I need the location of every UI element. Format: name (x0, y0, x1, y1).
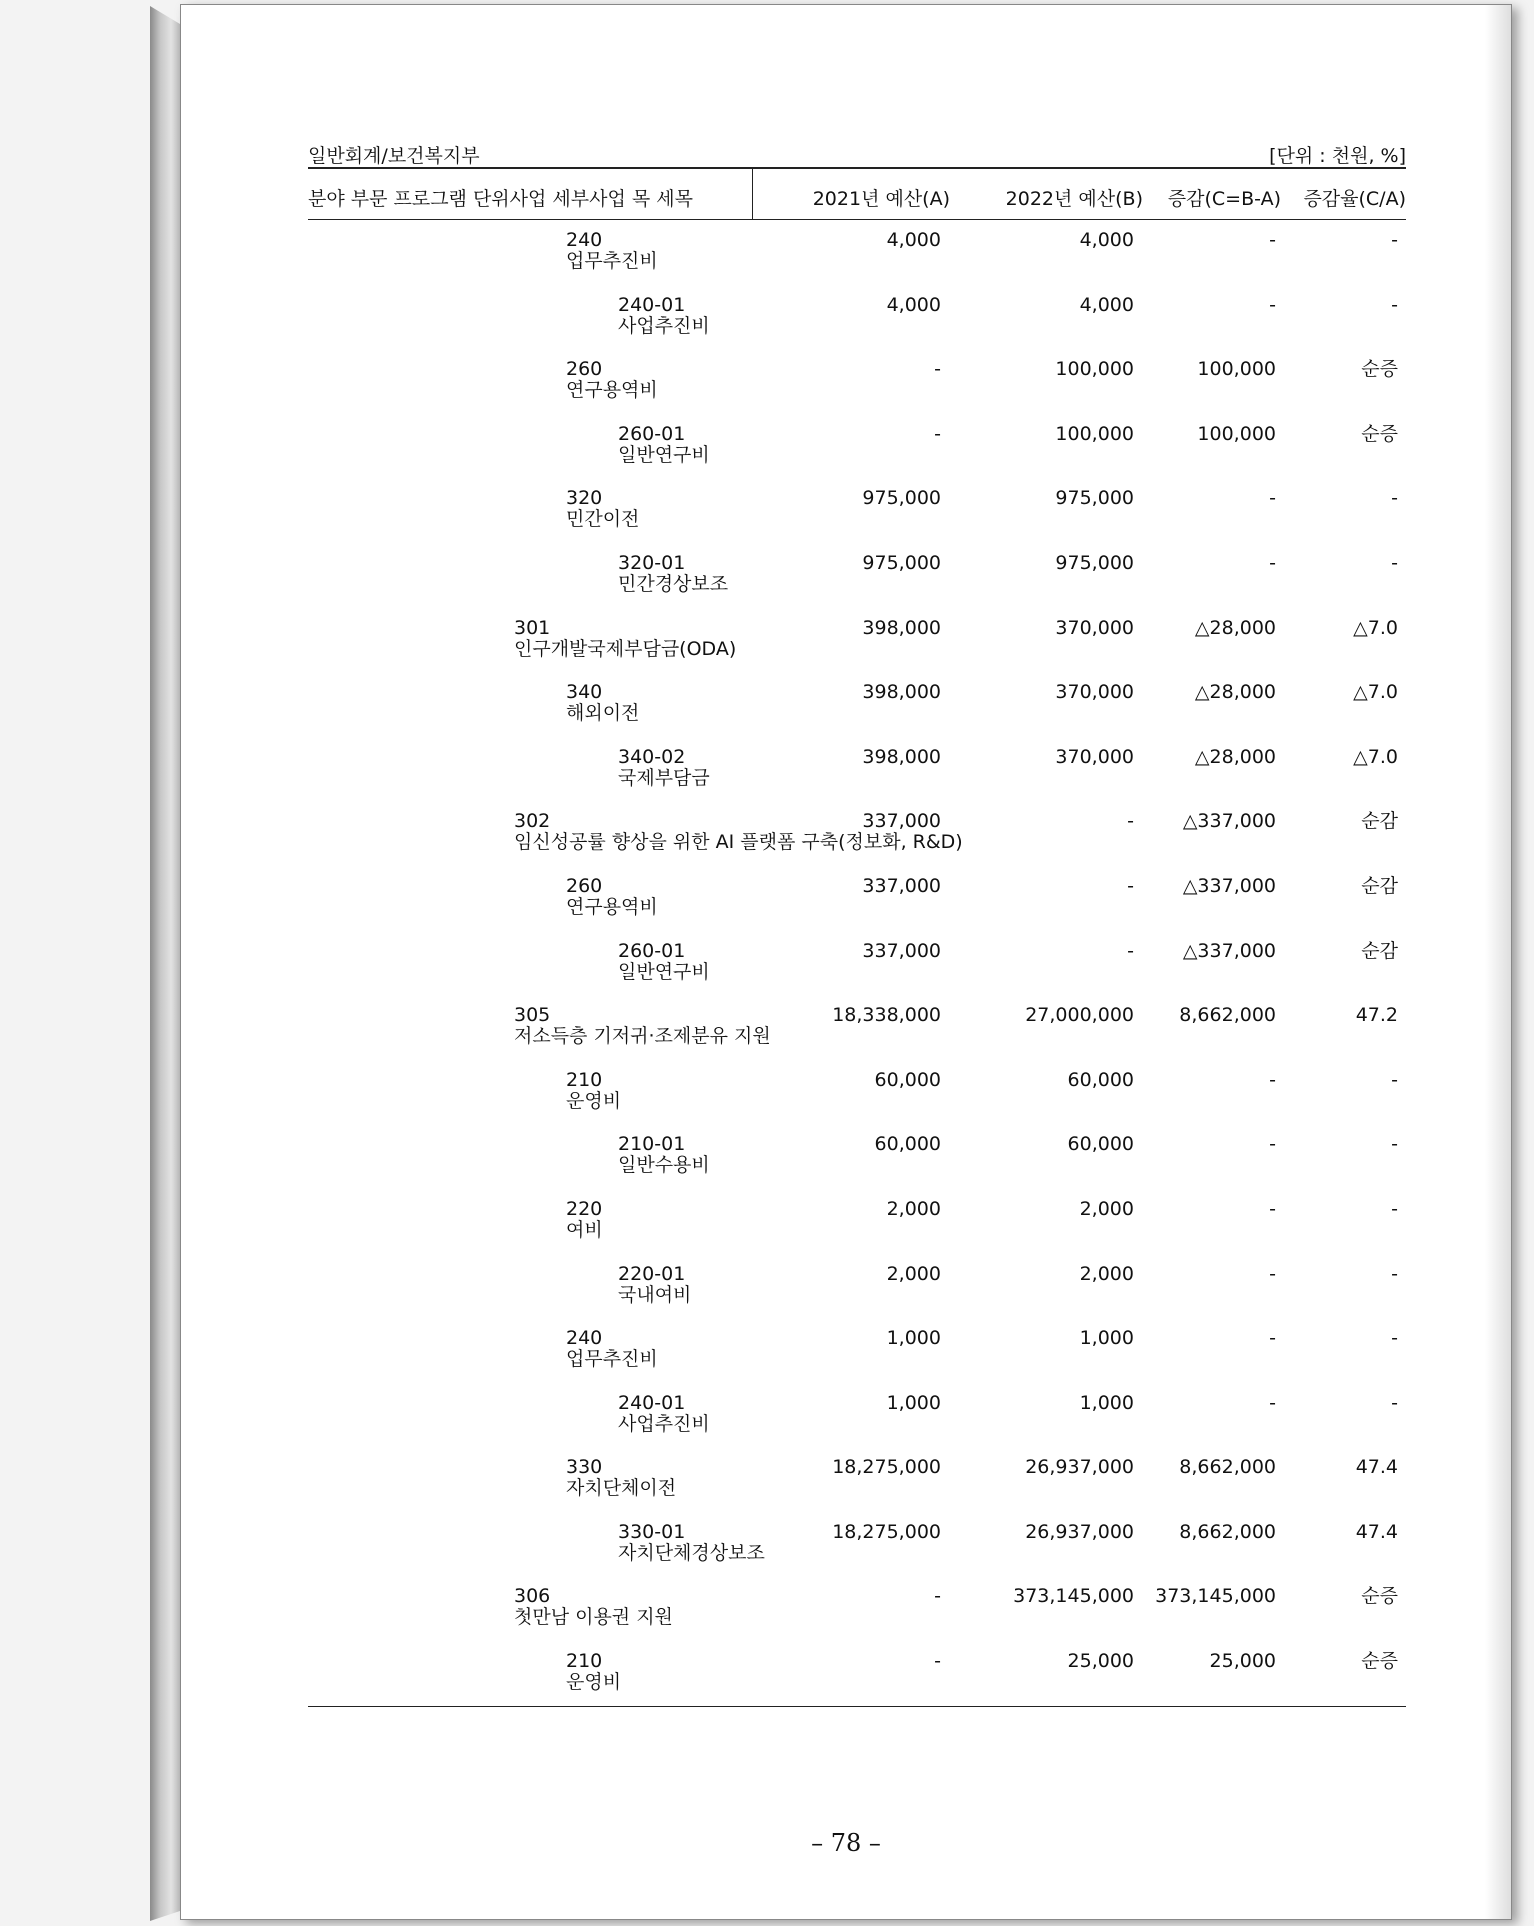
value-2022: 60,000 (1067, 1068, 1134, 1091)
value-2021: 398,000 (862, 745, 941, 768)
value-rate: - (1391, 551, 1398, 574)
item-code: 240 (566, 229, 603, 251)
value-change: - (1269, 1391, 1276, 1414)
table-row (308, 672, 1406, 737)
table-row (308, 285, 1406, 350)
value-change: - (1269, 293, 1276, 316)
row-item (618, 1264, 691, 1306)
col-change: 증감(C=B-A) (1167, 188, 1281, 210)
value-2021: 60,000 (874, 1133, 941, 1156)
value-2022: 27,000,000 (1025, 1004, 1134, 1027)
row-item (566, 682, 639, 724)
value-rate: 순감 (1361, 874, 1398, 897)
row-item (514, 1005, 771, 1047)
value-change: 373,145,000 (1155, 1585, 1276, 1608)
row-item (566, 1651, 621, 1693)
value-change: △337,000 (1182, 874, 1276, 897)
table-row (308, 543, 1406, 608)
row-item (618, 1134, 710, 1176)
value-2022: 1,000 (1079, 1327, 1134, 1350)
row-item (566, 1457, 676, 1499)
table-row (308, 995, 1406, 1060)
table-row (308, 1060, 1406, 1125)
value-2021: 4,000 (886, 293, 941, 316)
value-2021: 18,338,000 (832, 1004, 941, 1027)
value-2021: 398,000 (862, 681, 941, 704)
item-name: 운영비 (566, 1671, 622, 1694)
value-2022: - (1127, 939, 1134, 962)
value-change: - (1269, 551, 1276, 574)
item-name: 첫만남 이용권 지원 (514, 1606, 673, 1629)
value-2022: 2,000 (1079, 1262, 1134, 1285)
value-change: 8,662,000 (1179, 1456, 1276, 1479)
row-item (618, 424, 710, 466)
value-2021: - (934, 358, 941, 381)
page-number: – 78 – (811, 1829, 881, 1857)
header-separator (752, 169, 753, 219)
item-code: 330-01 (618, 1520, 686, 1543)
item-name: 사업추진비 (618, 1412, 710, 1435)
table-row (308, 608, 1406, 673)
table-body (308, 220, 1406, 1706)
table-row (308, 931, 1406, 996)
value-change: △337,000 (1182, 810, 1276, 833)
value-2022: - (1127, 874, 1134, 897)
value-rate: 순증 (1361, 1585, 1398, 1608)
table-row (308, 1576, 1406, 1641)
item-code: 210 (566, 1650, 603, 1673)
value-change: - (1269, 1197, 1276, 1220)
value-change: - (1269, 1262, 1276, 1285)
table-row (308, 866, 1406, 931)
item-code: 340 (566, 681, 603, 704)
value-rate: 순감 (1361, 810, 1398, 833)
row-item (514, 618, 736, 660)
item-code: 330 (566, 1456, 603, 1479)
item-name: 저소득층 기저귀·조제분유 지원 (514, 1025, 771, 1048)
item-name: 업무추진비 (566, 250, 658, 272)
value-2022: 975,000 (1055, 487, 1134, 510)
document-page (180, 4, 1512, 1920)
value-2021: 398,000 (862, 616, 941, 639)
row-item (566, 1070, 621, 1112)
value-change: △28,000 (1194, 745, 1276, 768)
value-2021: 975,000 (862, 487, 941, 510)
table-row (308, 1641, 1406, 1706)
item-code: 302 (514, 810, 551, 833)
table-bottom-rule (308, 1706, 1406, 1707)
item-name: 인구개발국제부담금(ODA) (514, 637, 737, 660)
value-2021: 2,000 (886, 1262, 941, 1285)
table-row (308, 801, 1406, 866)
value-2022: 100,000 (1055, 358, 1134, 381)
row-item (566, 230, 658, 272)
value-2022: 4,000 (1079, 293, 1134, 316)
table-row (308, 1318, 1406, 1383)
item-code: 301 (514, 616, 551, 639)
value-change: - (1269, 229, 1276, 251)
value-2022: 26,937,000 (1025, 1456, 1134, 1479)
value-2021: 1,000 (886, 1391, 941, 1414)
item-code: 320 (566, 487, 603, 510)
value-rate: - (1391, 293, 1398, 316)
value-2022: 1,000 (1079, 1391, 1134, 1414)
value-2021: 975,000 (862, 551, 941, 574)
value-2021: 337,000 (862, 810, 941, 833)
unit-label: [단위 : 천원, %] (1269, 145, 1406, 167)
value-rate: - (1391, 1262, 1398, 1285)
value-rate: 47.4 (1355, 1520, 1398, 1543)
table-row (308, 1254, 1406, 1319)
value-change: 100,000 (1197, 422, 1276, 445)
value-2021: 18,275,000 (832, 1456, 941, 1479)
row-item (618, 747, 710, 789)
value-2021: 337,000 (862, 939, 941, 962)
item-name: 일반연구비 (618, 443, 710, 466)
item-name: 자치단체이전 (566, 1477, 677, 1500)
table-row (308, 349, 1406, 414)
value-rate: 순증 (1361, 358, 1398, 381)
table-row (308, 478, 1406, 543)
item-name: 해외이전 (566, 702, 640, 725)
table-row (308, 1124, 1406, 1189)
value-change: - (1269, 487, 1276, 510)
value-rate: △7.0 (1353, 616, 1398, 639)
col-budget-2021: 2021년 예산(A) (812, 188, 950, 210)
value-2022: - (1127, 810, 1134, 833)
item-name: 민간경상보조 (618, 572, 729, 595)
value-2021: 2,000 (886, 1197, 941, 1220)
value-change: △28,000 (1194, 616, 1276, 639)
value-2021: 4,000 (886, 229, 941, 251)
item-code: 320-01 (618, 551, 686, 574)
value-rate: - (1391, 487, 1398, 510)
value-rate: 47.2 (1355, 1004, 1398, 1027)
item-code: 220-01 (618, 1262, 686, 1285)
value-rate: - (1391, 1327, 1398, 1350)
value-2022: 2,000 (1079, 1197, 1134, 1220)
value-2021: 1,000 (886, 1327, 941, 1350)
item-code: 340-02 (618, 745, 686, 768)
value-rate: - (1391, 229, 1398, 251)
value-2021: 18,275,000 (832, 1520, 941, 1543)
value-2021: - (934, 422, 941, 445)
account-label: 일반회계/보건복지부 (308, 145, 480, 167)
item-code: 260-01 (618, 939, 686, 962)
value-rate: 47.4 (1355, 1456, 1398, 1479)
col-category: 분야 부문 프로그램 단위사업 세부사업 목 세목 (308, 188, 693, 210)
value-2021: 60,000 (874, 1068, 941, 1091)
item-code: 240-01 (618, 1391, 686, 1414)
item-name: 연구용역비 (566, 895, 658, 918)
value-2022: 370,000 (1055, 681, 1134, 704)
value-change: 25,000 (1209, 1650, 1276, 1673)
value-rate: △7.0 (1353, 745, 1398, 768)
table-row (308, 1189, 1406, 1254)
value-2022: 370,000 (1055, 616, 1134, 639)
col-rate: 증감율(C/A) (1303, 188, 1406, 210)
value-change: - (1269, 1327, 1276, 1350)
row-item (514, 1586, 673, 1628)
item-name: 국제부담금 (618, 766, 710, 789)
value-2021: - (934, 1650, 941, 1673)
item-name: 연구용역비 (566, 379, 658, 402)
value-change: - (1269, 1133, 1276, 1156)
value-2022: 26,937,000 (1025, 1520, 1134, 1543)
item-name: 사업추진비 (618, 314, 710, 337)
value-rate: 순감 (1361, 939, 1398, 962)
value-2021: - (934, 1585, 941, 1608)
row-item (566, 1328, 658, 1370)
value-2022: 25,000 (1067, 1650, 1134, 1673)
document-header (308, 141, 1406, 168)
item-name: 여비 (566, 1218, 603, 1241)
item-code: 240-01 (618, 293, 686, 316)
table-row (308, 1512, 1406, 1577)
item-name: 민간이전 (566, 508, 640, 531)
item-name: 임신성공률 향상을 위한 AI 플랫폼 구축(정보화, R&D) (514, 831, 963, 854)
item-code: 260-01 (618, 422, 686, 445)
value-rate: △7.0 (1353, 681, 1398, 704)
row-item (566, 876, 658, 918)
col-budget-2022: 2022년 예산(B) (1005, 188, 1143, 210)
table-row (308, 1447, 1406, 1512)
item-code: 260 (566, 874, 603, 897)
row-item (566, 359, 658, 401)
row-item (618, 553, 728, 595)
value-2022: 373,145,000 (1013, 1585, 1134, 1608)
value-2022: 370,000 (1055, 745, 1134, 768)
value-rate: - (1391, 1391, 1398, 1414)
value-change: - (1269, 1068, 1276, 1091)
item-code: 305 (514, 1004, 551, 1027)
item-name: 일반연구비 (618, 960, 710, 983)
row-item (566, 488, 639, 530)
row-item (618, 295, 710, 337)
item-code: 220 (566, 1197, 603, 1220)
value-change: △28,000 (1194, 681, 1276, 704)
item-name: 일반수용비 (618, 1154, 710, 1177)
item-name: 운영비 (566, 1089, 622, 1112)
value-rate: 순증 (1361, 1650, 1398, 1673)
item-name: 업무추진비 (566, 1348, 658, 1371)
item-code: 240 (566, 1327, 603, 1350)
value-rate: - (1391, 1197, 1398, 1220)
table-row (308, 1383, 1406, 1448)
budget-table (308, 167, 1406, 1707)
table-row (308, 220, 1406, 285)
book-edge (150, 6, 180, 1921)
value-rate: - (1391, 1133, 1398, 1156)
table-row (308, 414, 1406, 479)
table-row (308, 737, 1406, 802)
value-2021: 337,000 (862, 874, 941, 897)
item-code: 306 (514, 1585, 551, 1608)
row-item (618, 941, 710, 983)
value-2022: 100,000 (1055, 422, 1134, 445)
item-name: 국내여비 (618, 1283, 692, 1306)
value-rate: 순증 (1361, 422, 1398, 445)
row-item (618, 1522, 765, 1564)
value-rate: - (1391, 1068, 1398, 1091)
item-code: 210-01 (618, 1133, 686, 1156)
item-code: 210 (566, 1068, 603, 1091)
value-change: 100,000 (1197, 358, 1276, 381)
value-2022: 60,000 (1067, 1133, 1134, 1156)
table-header-row (308, 169, 1406, 220)
value-change: 8,662,000 (1179, 1004, 1276, 1027)
value-change: △337,000 (1182, 939, 1276, 962)
page-shade (1485, 5, 1511, 1919)
value-2022: 4,000 (1079, 229, 1134, 251)
item-name: 자치단체경상보조 (618, 1541, 765, 1564)
row-item (618, 1393, 710, 1435)
item-code: 260 (566, 358, 603, 381)
value-change: 8,662,000 (1179, 1520, 1276, 1543)
value-2022: 975,000 (1055, 551, 1134, 574)
row-item (566, 1199, 603, 1241)
